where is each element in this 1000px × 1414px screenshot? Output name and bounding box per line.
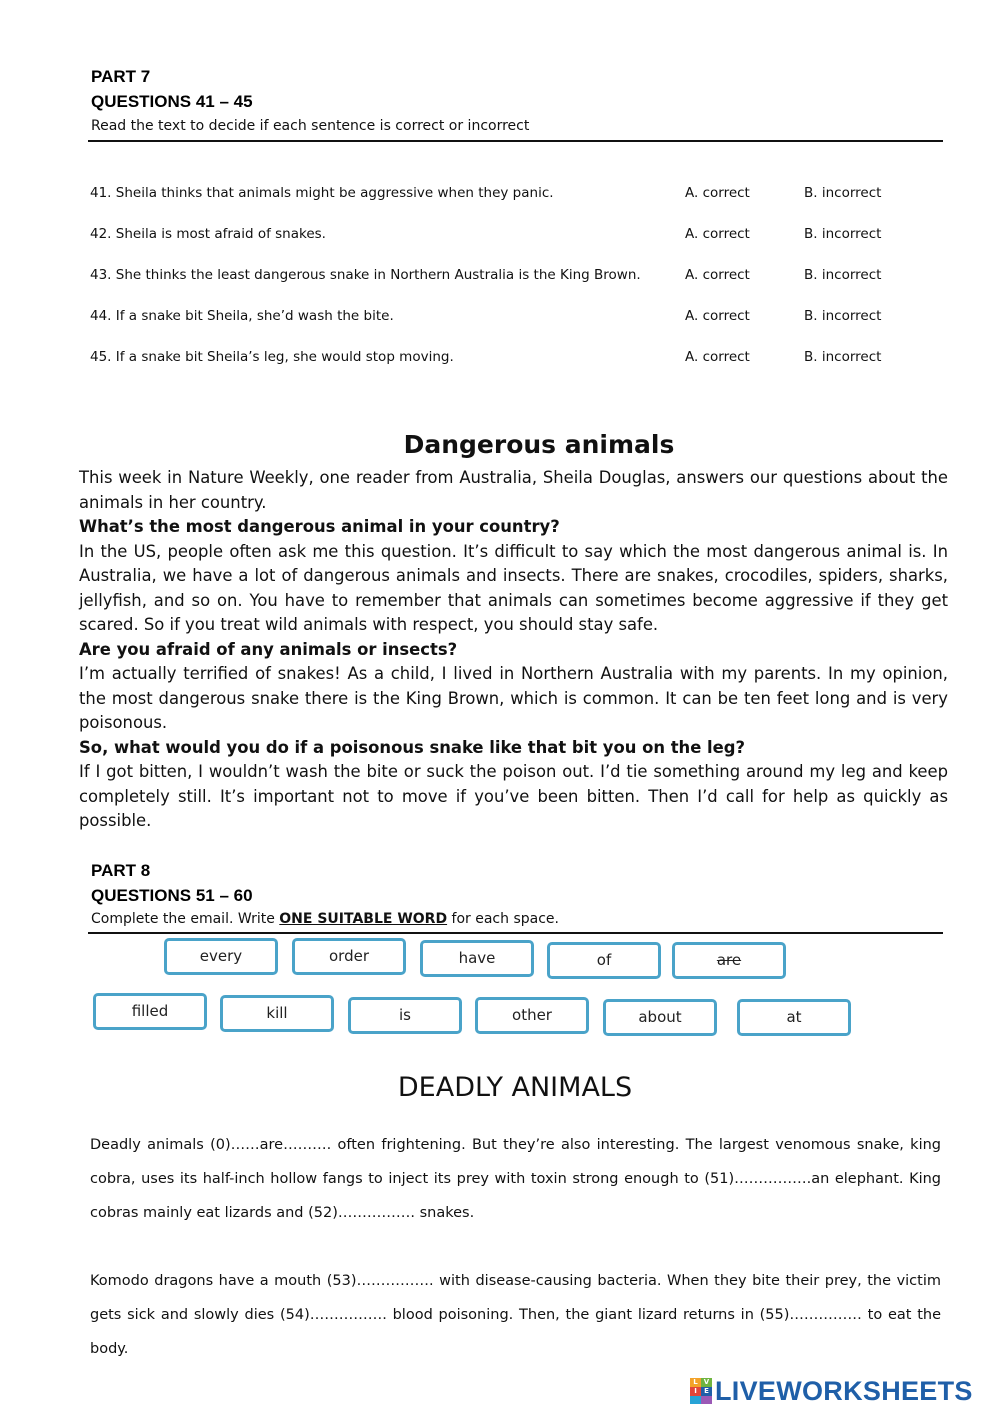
part8-divider <box>88 932 943 934</box>
email-title: DEADLY ANIMALS <box>397 1072 633 1103</box>
logo-mark-icon <box>690 1378 712 1404</box>
logo-letter-v: V <box>701 1378 712 1387</box>
option-correct[interactable]: A. correct <box>685 185 750 201</box>
word-are[interactable] <box>672 942 786 979</box>
word-order[interactable]: order <box>292 938 406 975</box>
word-other[interactable]: other <box>475 997 589 1034</box>
word-at[interactable]: at <box>737 999 851 1036</box>
word-have[interactable]: have <box>420 940 534 977</box>
word-every[interactable]: every <box>164 938 278 975</box>
interview-answer-2: I’m actually terrified of snakes! As a child, I lived in Northern Australia with my parents. In my opinion, the most dangerous snake there is the King Brown, which is common. It can be ten feet long and is very poisonous. <box>79 664 948 732</box>
email-text-1: Deadly animals (0)……are………. often frightening. But they’re also interesting. The largest venomous snake, king cobra, uses its half-inch hollow fangs to inject its prey with toxin strong enough to (51)…………….an elephant. King cobras mainly eat lizards and (52)……………. snakes. <box>90 1137 941 1221</box>
email-text-2: Komodo dragons have a mouth (53)……………. with disease-causing bacteria. When they bite their prey, the victim gets sick and slowly dies (54)……………. blood poisoning. Then, the giant lizard returns in (55)…………… to eat the body. <box>90 1273 941 1357</box>
question-44 <box>90 308 950 332</box>
email-paragraph-1 <box>90 1128 941 1230</box>
interview-question-1: What’s the most dangerous animal in your country? <box>79 517 560 536</box>
email-paragraph-2 <box>90 1264 941 1366</box>
part7-heading: PART 7 <box>91 67 151 86</box>
question-text: 41. Sheila thinks that animals might be aggressive when they panic. <box>90 185 554 201</box>
instruction-emphasis: ONE SUITABLE WORD <box>279 911 448 927</box>
option-correct[interactable]: A. correct <box>685 349 750 365</box>
question-43 <box>90 267 950 291</box>
part8-heading: PART 8 <box>91 861 151 880</box>
question-text: 44. If a snake bit Sheila, she’d wash the bite. <box>90 308 394 324</box>
part8-instruction <box>91 911 559 927</box>
part7-divider <box>88 140 943 142</box>
interview-answer-1: In the US, people often ask me this question. It’s difficult to say which the most dangerous animal is. In Australia, we have a lot of dangerous animals and insects. There are snakes, crocodiles, spiders, sharks, jellyfish, and so on. You have to remember that animals can sometimes become aggressive if they get scared. So if you treat wild animals with respect, you should stay safe. <box>79 541 948 634</box>
question-text: 42. Sheila is most afraid of snakes. <box>90 226 326 242</box>
reading-intro: This week in Nature Weekly, one reader from Australia, Sheila Douglas, answers our questions about the animals in her country. <box>79 468 948 512</box>
liveworksheets-logo <box>690 1374 973 1408</box>
logo-letter-l: L <box>690 1378 701 1387</box>
reading-title: Dangerous animals <box>403 430 675 459</box>
logo-wordmark: LIVEWORKSHEETS <box>715 1375 973 1406</box>
word-about[interactable]: about <box>603 999 717 1036</box>
logo-letter-e: E <box>701 1387 712 1396</box>
question-text: 45. If a snake bit Sheila’s leg, she would stop moving. <box>90 349 454 365</box>
instruction-text: Complete the email. Write <box>91 911 280 927</box>
option-correct[interactable]: A. correct <box>685 226 750 242</box>
question-42 <box>90 226 950 250</box>
option-correct[interactable]: A. correct <box>685 267 750 283</box>
question-text: 43. She thinks the least dangerous snake in Northern Australia is the King Brown. <box>90 267 641 283</box>
interview-question-2: Are you afraid of any animals or insects? <box>79 639 458 659</box>
option-incorrect[interactable]: B. incorrect <box>804 267 882 283</box>
word-filled[interactable]: filled <box>93 993 207 1030</box>
word-is[interactable]: is <box>348 997 462 1034</box>
part7-questions-heading: QUESTIONS 41 – 45 <box>91 92 253 111</box>
interview-question-3: So, what would you do if a poisonous snake like that bit you on the leg? <box>79 737 746 757</box>
option-incorrect[interactable]: B. incorrect <box>804 349 882 365</box>
word-are-label: are <box>716 951 742 969</box>
logo-letter-i: I <box>690 1387 701 1396</box>
option-incorrect[interactable]: B. incorrect <box>804 226 882 242</box>
interview-answer-3: If I got bitten, I wouldn’t wash the bite or suck the poison out. I’d tie something around my leg and keep completely still. It’s important not to move if you’ve been bitten. Then I’d call for help as quickly as possible. <box>79 762 948 830</box>
question-41 <box>90 185 950 209</box>
part8-questions-heading: QUESTIONS 51 – 60 <box>91 886 253 905</box>
option-incorrect[interactable]: B. incorrect <box>804 308 882 324</box>
option-incorrect[interactable]: B. incorrect <box>804 185 882 201</box>
option-correct[interactable]: A. correct <box>685 308 750 324</box>
word-kill[interactable]: kill <box>220 995 334 1032</box>
word-of[interactable]: of <box>547 942 661 979</box>
part7-instruction: Read the text to decide if each sentence is correct or incorrect <box>91 118 530 134</box>
reading-text <box>79 466 948 834</box>
instruction-text-end: for each space. <box>447 911 559 927</box>
question-45 <box>90 349 950 373</box>
